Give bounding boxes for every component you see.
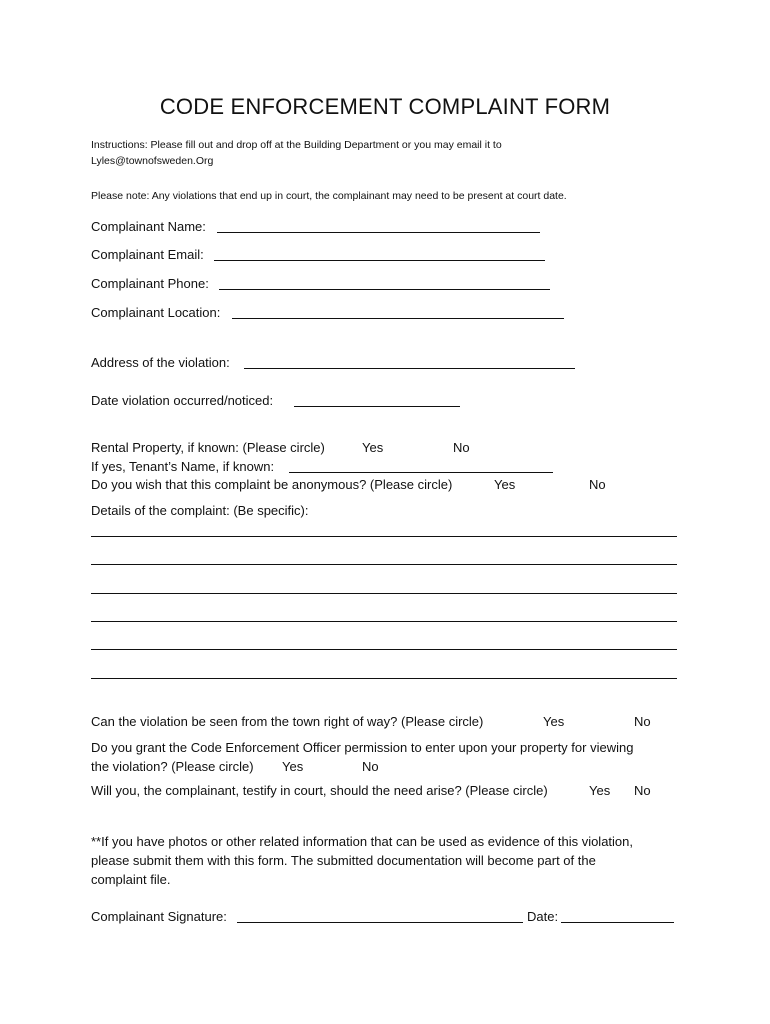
tenant-name-field[interactable] xyxy=(289,472,553,473)
details-line[interactable] xyxy=(91,536,677,537)
details-line[interactable] xyxy=(91,564,677,565)
permission-question-line-1: Do you grant the Code Enforcement Officer permission to enter upon your property for viewing xyxy=(91,740,634,755)
photos-note-line-1: **If you have photos or other related information that can be used as evidence of this violation, xyxy=(91,834,634,849)
rental-no-option[interactable]: No xyxy=(453,440,470,455)
testify-question-label: Will you, the complainant, testify in court, should the need arise? (Please circle) xyxy=(91,783,548,798)
anonymous-label: Do you wish that this complaint be anonymous? (Please circle) xyxy=(91,477,453,492)
rental-yes-option[interactable]: Yes xyxy=(362,440,384,455)
complainant-location-field[interactable] xyxy=(232,318,564,319)
complainant-phone-field[interactable] xyxy=(219,289,550,290)
complainant-email-label: Complainant Email: xyxy=(91,247,204,262)
complainant-name-field[interactable] xyxy=(217,232,540,233)
visible-question-label: Can the violation be seen from the town right of way? (Please circle) xyxy=(91,714,484,729)
signature-date-label: Date: xyxy=(527,909,559,924)
permission-yes-option[interactable]: Yes xyxy=(282,759,304,774)
form-title: CODE ENFORCEMENT COMPLAINT FORM xyxy=(159,94,611,119)
complainant-location-label: Complainant Location: xyxy=(91,305,221,320)
rental-property-label: Rental Property, if known: (Please circle) xyxy=(91,440,325,455)
details-label: Details of the complaint: (Be specific): xyxy=(91,503,309,518)
details-line[interactable] xyxy=(91,593,677,594)
violation-address-field[interactable] xyxy=(244,368,575,369)
violation-date-field[interactable] xyxy=(294,406,460,407)
instructions-line-1: Instructions: Please fill out and drop off at the Building Department or you may email it to xyxy=(91,139,502,151)
complainant-email-field[interactable] xyxy=(214,260,545,261)
details-line[interactable] xyxy=(91,621,677,622)
permission-no-option[interactable]: No xyxy=(362,759,379,774)
anonymous-yes-option[interactable]: Yes xyxy=(494,477,516,492)
violation-date-label: Date violation occurred/noticed: xyxy=(91,393,274,408)
testify-yes-option[interactable]: Yes xyxy=(589,783,611,798)
testify-no-option[interactable]: No xyxy=(634,783,651,798)
signature-field[interactable] xyxy=(237,922,523,923)
anonymous-no-option[interactable]: No xyxy=(589,477,606,492)
photos-note-line-3: complaint file. xyxy=(91,872,171,887)
tenant-name-label: If yes, Tenant’s Name, if known: xyxy=(91,459,275,474)
visible-yes-option[interactable]: Yes xyxy=(543,714,565,729)
complainant-name-label: Complainant Name: xyxy=(91,219,206,234)
signature-date-field[interactable] xyxy=(561,922,674,923)
photos-note-line-2: please submit them with this form. The submitted documentation will become part of the xyxy=(91,853,596,868)
visible-no-option[interactable]: No xyxy=(634,714,651,729)
court-note: Please note: Any violations that end up in court, the complainant may need to be present at court date. xyxy=(91,190,567,202)
details-line[interactable] xyxy=(91,678,677,679)
complainant-phone-label: Complainant Phone: xyxy=(91,276,209,291)
signature-label: Complainant Signature: xyxy=(91,909,227,924)
violation-address-label: Address of the violation: xyxy=(91,355,230,370)
instructions-email: Lyles@townofsweden.Org xyxy=(91,155,214,167)
permission-question-line-2: the violation? (Please circle) xyxy=(91,759,254,774)
details-line[interactable] xyxy=(91,649,677,650)
